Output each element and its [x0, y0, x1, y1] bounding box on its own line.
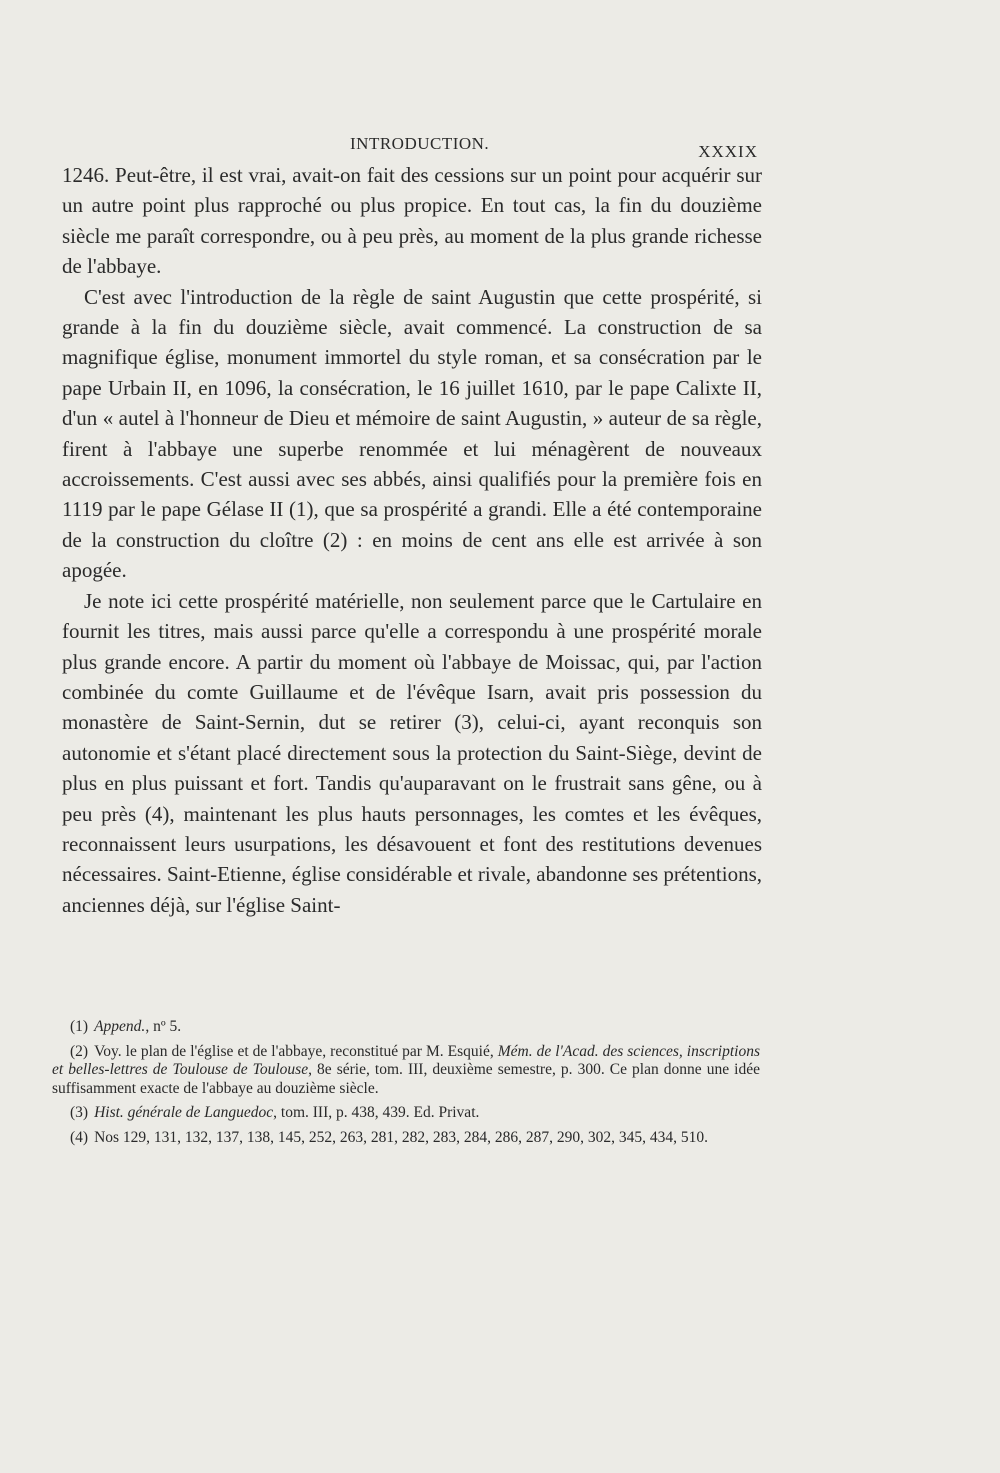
running-title: INTRODUCTION.	[350, 134, 490, 153]
paragraph: 1246. Peut-être, il est vrai, avait-on fait des cessions sur un point pour acquérir sur un autre point plus rapproché ou plus propice. En tout cas, la fin du douzième siècle me paraît correspondre, ou à peu près, au moment de la plus grande richesse de l'abbaye.	[62, 163, 762, 279]
footnote-2	[52, 1043, 760, 1099]
main-text	[62, 160, 762, 920]
footnote-text: Nos 129, 131, 132, 137, 138, 145, 252, 263, 281, 282, 283, 284, 286, 287, 290, 302, 345, 434, 510.	[94, 1128, 709, 1146]
paragraph: Je note ici cette prospérité matérielle, non seulement parce que le Cartulaire en fournit les titres, mais aussi parce qu'elle a correspondu à une prospérité morale plus grande encore. A partir du moment où l'abbaye de Moissac, qui, par l'action combinée du comte Guillaume et de l'évêque Isarn, avait pris possession du monastère de Saint-Sernin, dut se retirer (3), celui-ci, ayant reconquis son autonomie et s'étant placé directement sous la protection du Saint-Siège, devint de plus en plus puissant et fort. Tandis qu'auparavant on le frustrait sans gêne, ou à peu près (4), maintenant les plus hauts personnages, les comtes et les évêques, reconnaissent leurs usurpations, les désavouent et font des restitutions devenues nécessaires. Saint-Etienne, église considérable et rivale, abandonne ses prétentions, anciennes déjà, sur l'église Saint-	[62, 588, 762, 917]
footnote-citation: Mém. de l'Acad. des sciences, inscriptions et belles-lettres de Toulouse de Toulouse	[52, 1042, 760, 1078]
footnotes	[52, 1018, 760, 1153]
paragraph: C'est avec l'introduction de la règle de saint Augustin que cette prospérité, si grande à la fin du douzième siècle, avait commencé. La construction de sa magnifique église, monument immortel du style roman, et sa consécration par le pape Urbain II, en 1096, la consécration, le 16 juillet 1610, par le pape Calixte II, d'un « autel à l'honneur de Dieu et mémoire de saint Augustin, » auteur de sa règle, firent à l'abbaye une superbe renommée et lui ménagèrent de nouveaux accroissements. C'est aussi avec ses abbés, ainsi qualifiés pour la première fois en 1119 par le pape Gélase II (1), que sa prospérité a grandi. Elle a été contemporaine de la construction du cloître (2) : en moins de cent ans elle est arrivée à son apogée.	[62, 284, 762, 583]
footnote-number: (3)	[70, 1104, 89, 1121]
footnote-text: , 8e série, tom. III, deuxième semestre, p. 300. Ce plan donne une idée suffisamment exacte de l'abbaye au douzième siècle.	[52, 1061, 760, 1097]
footnote-text: , nº 5.	[145, 1018, 182, 1035]
footnote-4	[52, 1129, 760, 1148]
page-number: XXXIX	[698, 142, 758, 161]
footnote-ref: Append.	[94, 1018, 146, 1035]
footnote-number: (2)	[70, 1042, 89, 1060]
footnote-text: Voy. le plan de l'église et de l'abbaye, reconstitué par M. Esquié,	[94, 1042, 498, 1060]
running-head	[62, 130, 760, 160]
footnote-3	[52, 1104, 760, 1123]
footnote-number: (4)	[70, 1128, 89, 1146]
footnote-citation: Hist. générale de Languedoc	[94, 1104, 274, 1121]
footnote-1	[52, 1018, 760, 1037]
footnote-number: (1)	[70, 1018, 89, 1035]
footnote-text: , tom. III, p. 438, 439. Ed. Privat.	[273, 1104, 480, 1121]
